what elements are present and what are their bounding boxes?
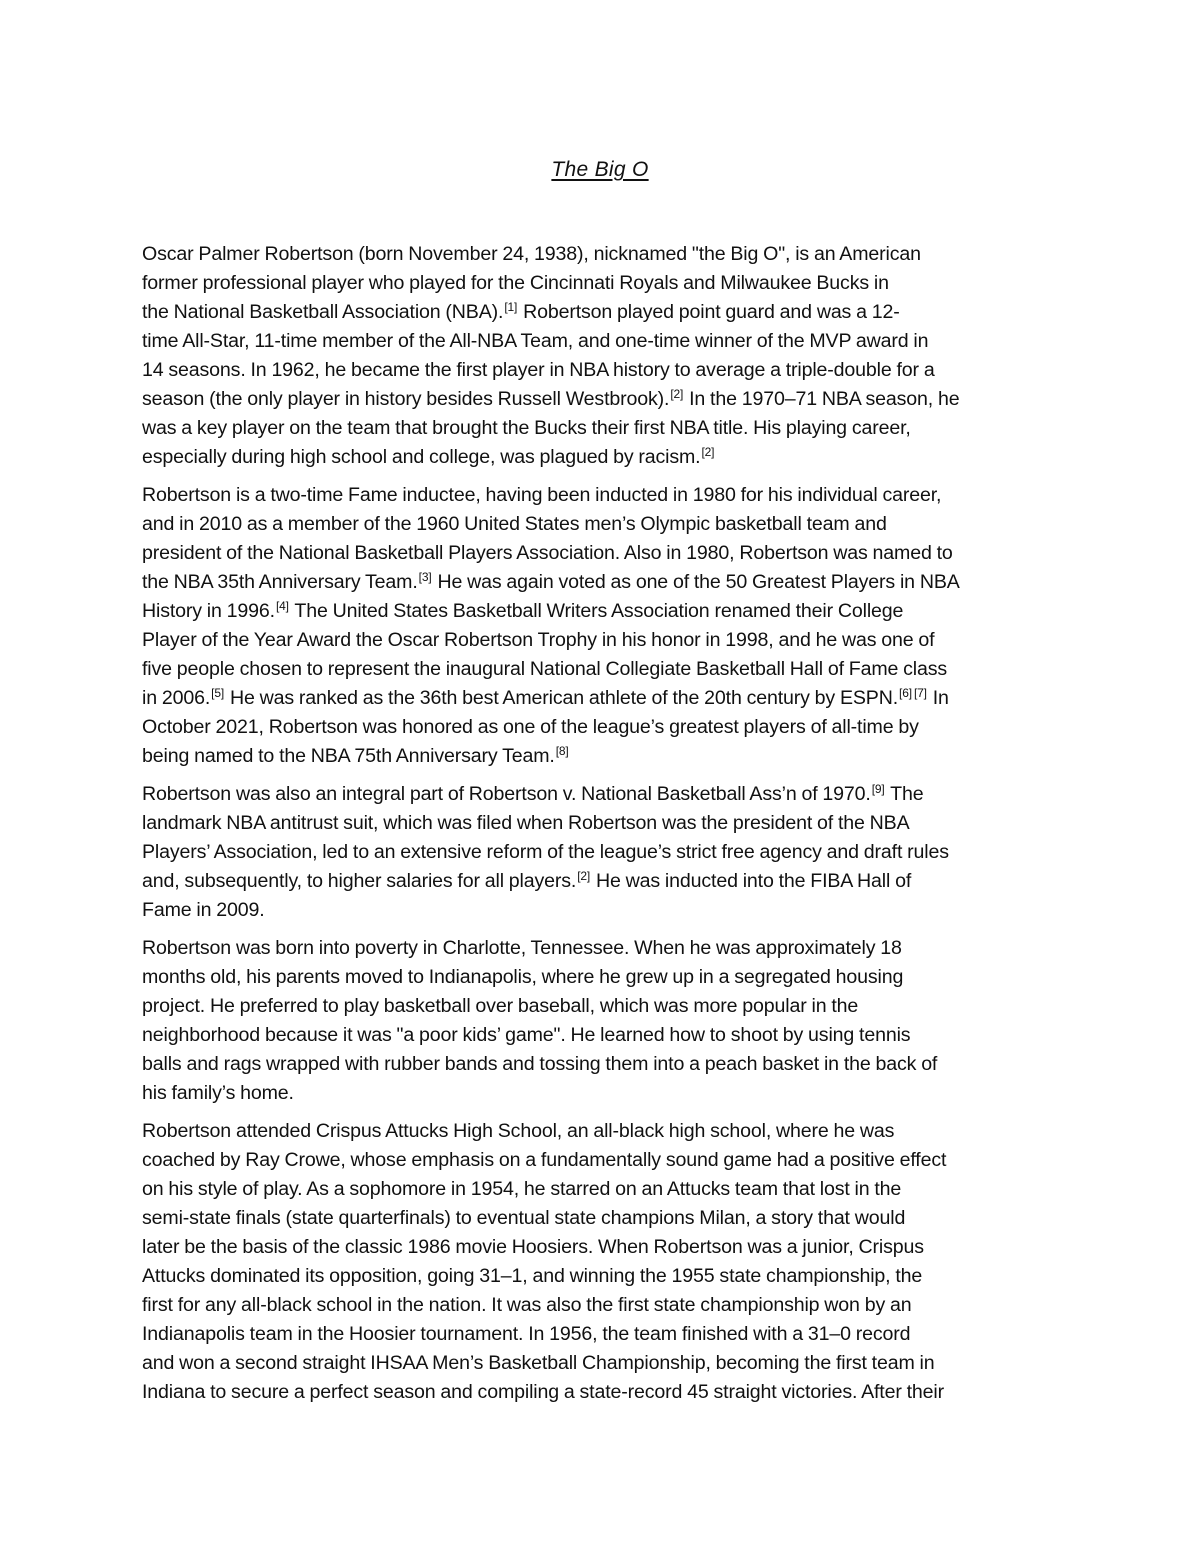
text-line bbox=[142, 809, 1060, 838]
text-run: time All-Star, 11-time member of the All-NBA Team, and one-time winner of the MVP award in bbox=[142, 330, 929, 352]
text-run: first for any all-black school in the nation. It was also the first state championship won by an bbox=[142, 1294, 912, 1316]
text-line bbox=[142, 481, 1060, 510]
text-run: especially during high school and college, was plagued by racism. bbox=[142, 446, 701, 468]
text-run: In bbox=[927, 687, 949, 709]
paragraph bbox=[142, 934, 1060, 1108]
text-line bbox=[142, 240, 1060, 269]
text-run: was a key player on the team that brought the Bucks their first NBA title. His playing career, bbox=[142, 417, 911, 439]
text-line bbox=[142, 1117, 1060, 1146]
text-run: five people chosen to represent the inaugural National Collegiate Basketball Hall of Fame class bbox=[142, 658, 948, 680]
text-run: Robertson played point guard and was a 12- bbox=[518, 301, 900, 323]
text-line bbox=[142, 1233, 1060, 1262]
text-line bbox=[142, 1050, 1060, 1079]
text-run: and in 2010 as a member of the 1960 United States men’s Olympic basketball team and bbox=[142, 513, 887, 535]
text-line bbox=[142, 934, 1060, 963]
text-line bbox=[142, 626, 1060, 655]
citation-ref: [2] bbox=[701, 445, 715, 459]
text-run: October 2021, Robertson was honored as one of the league’s greatest players of all-time by bbox=[142, 716, 919, 738]
text-line bbox=[142, 1146, 1060, 1175]
text-line bbox=[142, 1262, 1060, 1291]
text-line bbox=[142, 1320, 1060, 1349]
text-run: project. He preferred to play basketball over baseball, which was more popular in the bbox=[142, 995, 859, 1017]
text-line bbox=[142, 1175, 1060, 1204]
text-line bbox=[142, 992, 1060, 1021]
citation-ref: [2] bbox=[577, 869, 591, 883]
text-run: semi-state finals (state quarterfinals) to eventual state champions Milan, a story that would bbox=[142, 1207, 906, 1229]
paragraph bbox=[142, 780, 1060, 925]
text-line bbox=[142, 1021, 1060, 1050]
text-line bbox=[142, 1291, 1060, 1320]
citation-ref: [8] bbox=[555, 744, 569, 758]
text-line bbox=[142, 298, 1060, 327]
text-run: He was ranked as the 36th best American athlete of the 20th century by ESPN. bbox=[225, 687, 899, 709]
text-run: and won a second straight IHSAA Men’s Basketball Championship, becoming the first team in bbox=[142, 1352, 935, 1374]
text-run: the NBA 35th Anniversary Team. bbox=[142, 571, 418, 593]
text-line bbox=[142, 269, 1060, 298]
text-line bbox=[142, 1079, 1060, 1108]
text-line bbox=[142, 510, 1060, 539]
text-run: president of the National Basketball Players Association. Also in 1980, Robertson was named to bbox=[142, 542, 953, 564]
text-run: Robertson was also an integral part of Robertson v. National Basketball Ass’n of 1970. bbox=[142, 783, 871, 805]
text-line bbox=[142, 838, 1060, 867]
text-run: neighborhood because it was "a poor kids’ game". He learned how to shoot by using tennis bbox=[142, 1024, 911, 1046]
text-line bbox=[142, 597, 1060, 626]
text-line bbox=[142, 655, 1060, 684]
text-run: Indiana to secure a perfect season and compiling a state-record 45 straight victories. After their bbox=[142, 1381, 944, 1403]
document-title: The Big O bbox=[551, 158, 649, 181]
text-run: Attucks dominated its opposition, going 31–1, and winning the 1955 state championship, the bbox=[142, 1265, 923, 1287]
citation-ref: [2] bbox=[670, 387, 684, 401]
text-line bbox=[142, 327, 1060, 356]
text-run: former professional player who played for the Cincinnati Royals and Milwaukee Bucks in bbox=[142, 272, 889, 294]
text-run: Players’ Association, led to an extensive reform of the league’s strict free agency and draft rules bbox=[142, 841, 949, 863]
paragraph bbox=[142, 481, 1060, 771]
text-run: Robertson attended Crispus Attucks High School, an all-black high school, where he was bbox=[142, 1120, 895, 1142]
text-run: coached by Ray Crowe, whose emphasis on a fundamentally sound game had a positive effect bbox=[142, 1149, 947, 1171]
text-line bbox=[142, 1349, 1060, 1378]
text-run: Robertson was born into poverty in Charlotte, Tennessee. When he was approximately 18 bbox=[142, 937, 902, 959]
text-run: season (the only player in history besides Russell Westbrook). bbox=[142, 388, 670, 410]
text-run: Player of the Year Award the Oscar Robertson Trophy in his honor in 1998, and he was one of bbox=[142, 629, 935, 651]
paragraph bbox=[142, 240, 1060, 472]
citation-ref: [1] bbox=[504, 300, 518, 314]
text-run: 14 seasons. In 1962, he became the first player in NBA history to average a triple-double for a bbox=[142, 359, 935, 381]
text-run: on his style of play. As a sophomore in 1954, he starred on an Attucks team that lost in the bbox=[142, 1178, 902, 1200]
text-line bbox=[142, 742, 1060, 771]
text-run: Robertson is a two-time Fame inductee, having been inducted in 1980 for his individual career, bbox=[142, 484, 942, 506]
text-run: being named to the NBA 75th Anniversary Team. bbox=[142, 745, 555, 767]
text-run: The bbox=[885, 783, 924, 805]
text-run: the National Basketball Association (NBA). bbox=[142, 301, 504, 323]
citation-ref: [3] bbox=[418, 570, 432, 584]
text-run: The United States Basketball Writers Association renamed their College bbox=[289, 600, 904, 622]
text-line bbox=[142, 780, 1060, 809]
text-run: History in 1996. bbox=[142, 600, 275, 622]
text-line bbox=[142, 385, 1060, 414]
text-line bbox=[142, 539, 1060, 568]
text-line bbox=[142, 356, 1060, 385]
text-run: Indianapolis team in the Hoosier tournament. In 1956, the team finished with a 31–0 record bbox=[142, 1323, 911, 1345]
paragraph bbox=[142, 1117, 1060, 1407]
text-line bbox=[142, 443, 1060, 472]
text-run: and, subsequently, to higher salaries for all players. bbox=[142, 870, 577, 892]
text-line bbox=[142, 684, 1060, 713]
text-line bbox=[142, 414, 1060, 443]
text-line bbox=[142, 963, 1060, 992]
text-line bbox=[142, 1378, 1060, 1407]
text-run: Fame in 2009. bbox=[142, 899, 265, 921]
citation-ref: [6] bbox=[899, 686, 912, 700]
text-line bbox=[142, 568, 1060, 597]
text-run: Oscar Palmer Robertson (born November 24, 1938), nicknamed "the Big O", is an American bbox=[142, 243, 921, 265]
citation-ref: [4] bbox=[275, 599, 289, 613]
text-line bbox=[142, 867, 1060, 896]
text-run: later be the basis of the classic 1986 movie Hoosiers. When Robertson was a junior, Crispus bbox=[142, 1236, 924, 1258]
text-run: in 2006. bbox=[142, 687, 211, 709]
text-run: In the 1970–71 NBA season, he bbox=[684, 388, 960, 410]
text-run: He was again voted as one of the 50 Greatest Players in NBA bbox=[432, 571, 960, 593]
text-line bbox=[142, 896, 1060, 925]
text-line bbox=[142, 1204, 1060, 1233]
text-line bbox=[142, 713, 1060, 742]
citation-ref: [7] bbox=[913, 686, 927, 700]
citation-ref: [5] bbox=[211, 686, 225, 700]
text-run: his family’s home. bbox=[142, 1082, 294, 1104]
text-run: balls and rags wrapped with rubber bands and tossing them into a peach basket in the back of bbox=[142, 1053, 938, 1075]
text-run: months old, his parents moved to Indianapolis, where he grew up in a segregated housing bbox=[142, 966, 904, 988]
citation-ref: [9] bbox=[871, 782, 885, 796]
text-run: landmark NBA antitrust suit, which was filed when Robertson was the president of the NBA bbox=[142, 812, 910, 834]
text-run: He was inducted into the FIBA Hall of bbox=[591, 870, 912, 892]
document-body bbox=[142, 240, 1060, 1416]
